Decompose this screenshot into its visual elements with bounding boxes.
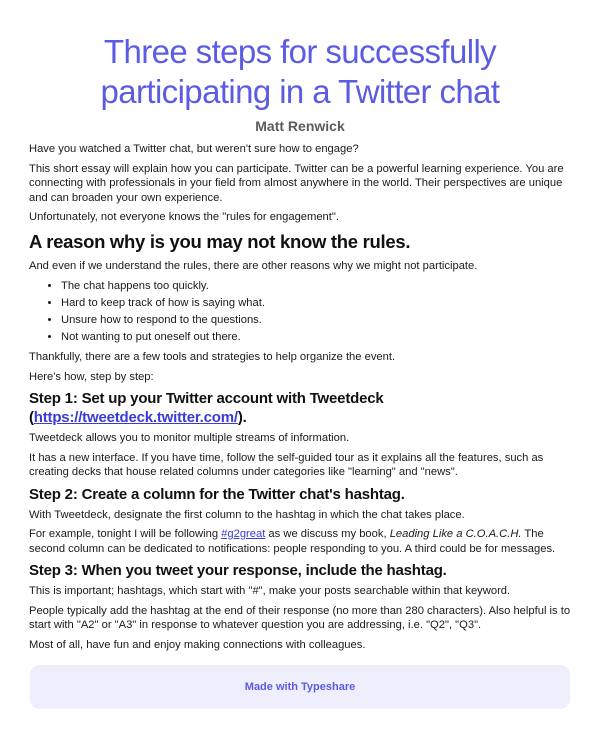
step1-paragraph-1: Tweetdeck allows you to monitor multiple streams of information. bbox=[29, 432, 350, 444]
step2-text-c: The second column can be dedicated to notifications: people responding to you. A third could be for messages. bbox=[29, 528, 556, 555]
step3-paragraph-1: This is important; hashtags, which start with "#", make your posts searchable within that keyword. bbox=[29, 585, 511, 597]
reason-list bbox=[29, 278, 571, 346]
step3-paragraph-3: Most of all, have fun and enjoy making connections with colleagues. bbox=[29, 638, 366, 651]
book-title: Leading Like a C.O.A.C.H. bbox=[389, 528, 522, 540]
intro-paragraph-3: Unfortunately, not everyone knows the "rules for engagement". bbox=[29, 211, 339, 223]
transition-paragraph-2: Here's how, step by step: bbox=[29, 370, 154, 383]
intro-paragraph-2: This short essay will explain how you can participate. Twitter can be a powerful learning experience. You are connecting with professionals in your field from almost anywhere in the world. Their perspectives are unique and can broaden your own experience. bbox=[29, 162, 564, 204]
list-item: • The chat happens too quickly. bbox=[61, 278, 571, 295]
reason-paragraph: And even if we understand the rules, there are other reasons why we might not participate. bbox=[29, 259, 478, 272]
reason-heading: A reason why is you may not know the rules. bbox=[29, 230, 411, 252]
tweetdeck-link[interactable]: https://tweetdeck.twitter.com/ bbox=[33, 409, 238, 426]
author-name: Matt Renwick bbox=[255, 118, 345, 134]
step2-text-b: as we discuss my book, bbox=[265, 528, 390, 540]
footer-banner[interactable] bbox=[30, 665, 570, 709]
step2-heading: Step 2: Create a column for the Twitter chat's hashtag. bbox=[29, 485, 405, 503]
footer-label: Made with Typeshare bbox=[244, 681, 356, 693]
step1-heading-suffix: ). bbox=[237, 409, 247, 426]
list-item: • Hard to keep track of how is saying what. bbox=[61, 295, 571, 312]
step1-heading bbox=[29, 389, 571, 427]
step2-paragraph-1: With Tweetdeck, designate the first column to the hashtag in which the chat takes place. bbox=[29, 508, 465, 521]
list-item: • Not wanting to put oneself out there. bbox=[61, 329, 571, 346]
list-item: • Unsure how to respond to the questions. bbox=[61, 312, 571, 329]
page-title: Three steps for successfully participating in a Twitter chat bbox=[100, 33, 500, 110]
step1-paragraph-2: It has a new interface. If you have time, follow the self-guided tour as it explains all the features, such as creating decks that house related columns under categories like "learning" and "news". bbox=[29, 451, 544, 478]
step2-text-a: For example, tonight I will be following bbox=[29, 528, 222, 540]
step2-paragraph-2 bbox=[29, 527, 571, 556]
page bbox=[0, 32, 600, 737]
intro-paragraph-1: Have you watched a Twitter chat, but weren't sure how to engage? bbox=[29, 143, 359, 155]
hashtag-link[interactable]: #g2great bbox=[221, 528, 266, 540]
transition-paragraph-1: Thankfully, there are a few tools and strategies to help organize the event. bbox=[29, 351, 396, 363]
step3-paragraph-2: People typically add the hashtag at the end of their response (no more than 280 characters). Also helpful is to start with "A2" or "A3" in response to whatever question you are addressing, i.e. "Q2", "Q3". bbox=[29, 604, 571, 631]
step3-heading: Step 3: When you tweet your response, include the hashtag. bbox=[29, 562, 447, 579]
step1-heading-prefix: Step 1: Set up your Twitter account with Tweetdeck ( bbox=[29, 390, 384, 426]
